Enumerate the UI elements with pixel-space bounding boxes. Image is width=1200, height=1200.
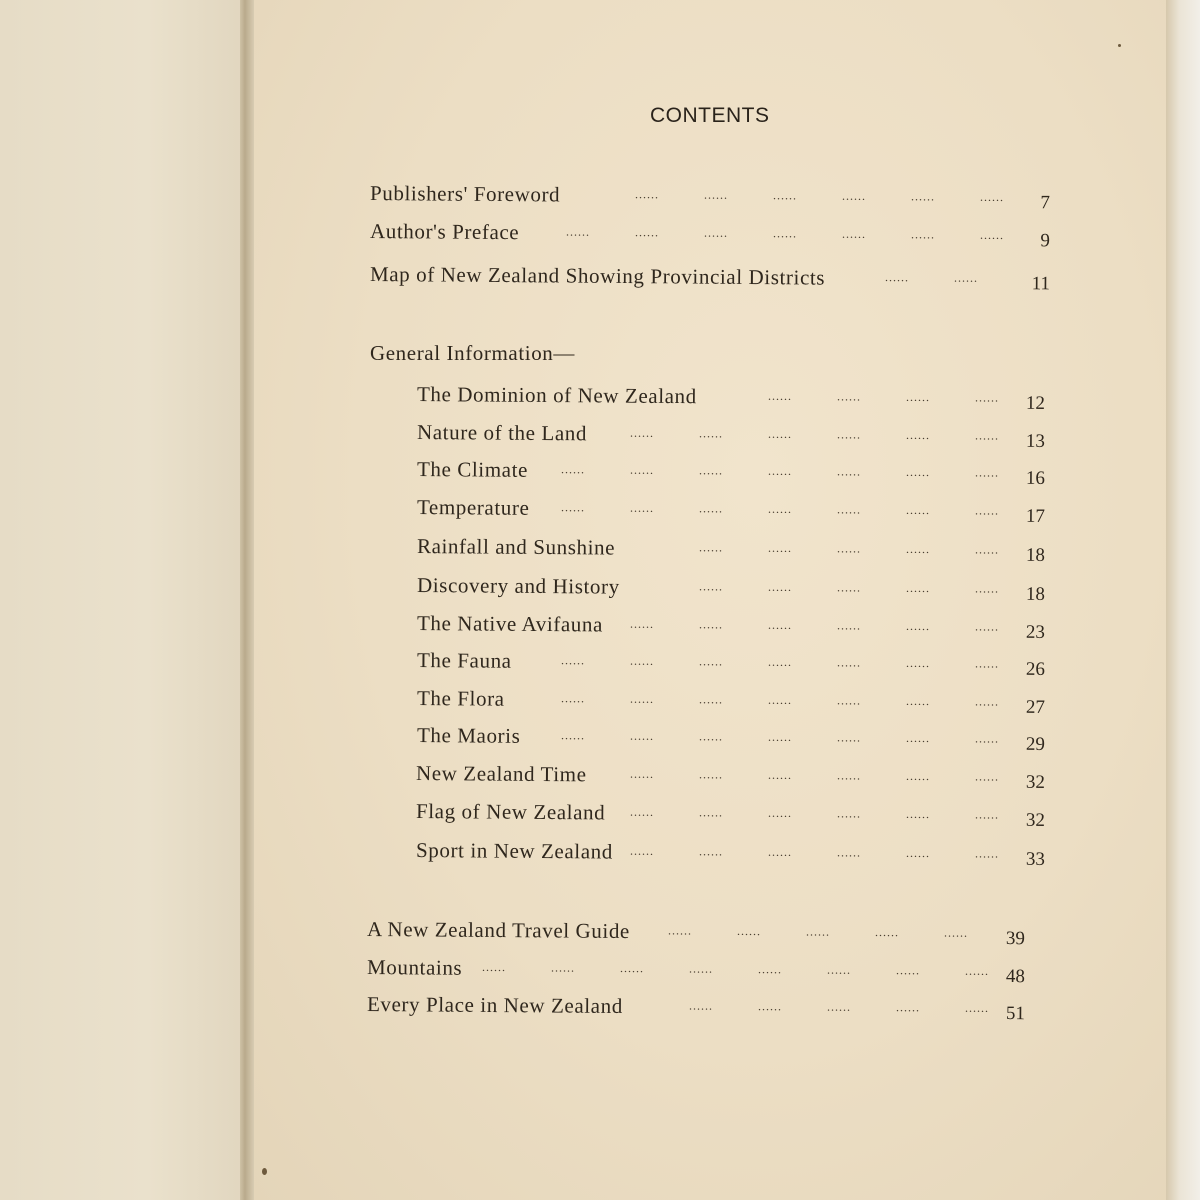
leader-dots: ...... (841, 188, 867, 203)
toc-entry-title: The Fauna (416, 648, 512, 673)
leader-dots: ...... (634, 225, 660, 240)
book-spine (240, 0, 254, 1200)
leader-dots: ...... (698, 805, 724, 820)
leader-dots: ...... (895, 1000, 921, 1015)
toc-entry-page: 13 (1025, 430, 1046, 452)
leader-dots: ...... (836, 730, 862, 745)
leader-dots: ...... (895, 963, 921, 978)
leader-dots: ...... (836, 464, 862, 479)
leader-dots: ...... (634, 187, 660, 202)
toc-entry-title: The Native Avifauna (416, 611, 604, 637)
leader-dots: ...... (905, 464, 931, 480)
toc-entry-title: Sport in New Zealand (415, 838, 613, 864)
toc-entry-title: Mountains (366, 955, 463, 980)
toc-entry-title: Nature of the Land (416, 420, 588, 446)
leader-dots: ...... (698, 579, 724, 594)
leader-dots: ...... (974, 619, 1000, 634)
leader-dots: ...... (836, 655, 862, 670)
leader-dots: ...... (629, 728, 655, 743)
leader-dots: ...... (629, 616, 655, 631)
toc-entry-page: 18 (1025, 544, 1046, 566)
leader-dots: ...... (836, 502, 862, 517)
leader-dots: ...... (905, 580, 931, 596)
leader-dots: ...... (629, 462, 655, 477)
leader-dots: ...... (703, 225, 729, 240)
leader-dots: ...... (836, 693, 862, 708)
toc-entry-page: 26 (1025, 658, 1046, 680)
leader-dots: ...... (703, 187, 729, 202)
leader-dots: ...... (698, 692, 724, 707)
leader-dots: ...... (905, 693, 931, 709)
toc-entry-title: Author's Preface (369, 219, 520, 245)
leader-dots: ...... (560, 691, 586, 706)
leader-dots: ...... (905, 618, 931, 634)
leader-dots: ...... (629, 653, 655, 668)
toc-entry-title: New Zealand Time (415, 761, 587, 787)
leader-dots: ...... (905, 768, 931, 784)
leader-dots: ...... (767, 617, 793, 632)
toc-entry-title: The Dominion of New Zealand (416, 382, 697, 409)
leader-dots: ...... (629, 425, 655, 440)
toc-entry-page: 32 (1025, 771, 1046, 793)
leader-dots: ...... (698, 844, 724, 859)
left-page (0, 0, 246, 1200)
leader-dots: ...... (979, 189, 1005, 204)
leader-dots: ...... (767, 540, 793, 555)
toc-entry-page: 33 (1025, 848, 1046, 870)
toc-entry-page: 39 (1005, 928, 1026, 950)
leader-dots: ...... (619, 960, 645, 976)
leader-dots: ...... (767, 767, 793, 782)
leader-dots: ...... (905, 845, 931, 861)
leader-dots: ...... (836, 580, 862, 595)
leader-dots: ...... (767, 844, 793, 859)
toc-entry-title: The Flora (416, 686, 505, 711)
toc-entry-page: 29 (1025, 733, 1046, 755)
leader-dots: ...... (698, 463, 724, 478)
toc-entry-page: 12 (1025, 392, 1046, 414)
toc-entry-title: Every Place in New Zealand (366, 992, 623, 1019)
leader-dots: ...... (943, 925, 969, 940)
toc-entry-page: 11 (1031, 273, 1051, 295)
toc-entry-title: Publishers' Foreword (369, 181, 561, 207)
toc-entry-title: Map of New Zealand Showing Provincial Districts (369, 262, 826, 290)
toc-entry-page: 7 (1040, 192, 1051, 214)
leader-dots: ...... (667, 923, 693, 938)
leader-dots: ...... (767, 579, 793, 594)
leader-dots: ...... (767, 463, 793, 478)
leader-dots: ...... (767, 426, 793, 441)
leader-dots: ...... (560, 728, 586, 743)
leader-dots: ...... (974, 807, 1000, 822)
toc-entry-title: The Maoris (416, 723, 521, 748)
leader-dots: ...... (979, 227, 1005, 242)
leader-dots: ...... (767, 388, 793, 403)
leader-dots: ...... (767, 805, 793, 820)
leader-dots: ...... (905, 655, 931, 671)
leader-dots: ...... (905, 541, 931, 557)
leader-dots: ...... (550, 960, 576, 975)
contents-heading: CONTENTS (650, 104, 770, 127)
leader-dots: ...... (953, 270, 979, 285)
toc-entry-page: 51 (1005, 1003, 1026, 1025)
leader-dots: ...... (836, 541, 862, 556)
toc-entry-page: 17 (1025, 505, 1046, 527)
leader-dots: ...... (767, 501, 793, 516)
toc-entry-page: 27 (1025, 696, 1046, 718)
leader-dots: ...... (836, 845, 862, 860)
leader-dots: ...... (481, 959, 507, 975)
leader-dots: ...... (905, 730, 931, 746)
leader-dots: ...... (964, 1000, 990, 1015)
toc-entry-title: Discovery and History (416, 573, 620, 599)
paper-speck (1118, 44, 1121, 47)
leader-dots: ...... (698, 767, 724, 782)
leader-dots: ...... (560, 653, 586, 668)
leader-dots: ...... (772, 226, 798, 241)
leader-dots: ...... (905, 806, 931, 822)
toc-entry-title: The Climate (416, 457, 529, 482)
leader-dots: ...... (772, 188, 798, 203)
leader-dots: ...... (910, 227, 936, 242)
toc-entry-title: A New Zealand Travel Guide (366, 917, 631, 944)
leader-dots: ...... (974, 731, 1000, 746)
leader-dots: ...... (698, 426, 724, 441)
leader-dots: ...... (565, 224, 591, 239)
leader-dots: ...... (836, 427, 862, 442)
leader-dots: ...... (874, 924, 900, 940)
leader-dots: ...... (910, 189, 936, 204)
toc-entry-title: Flag of New Zealand (415, 799, 606, 825)
leader-dots: ...... (836, 768, 862, 783)
toc-entry-page: 18 (1025, 583, 1046, 605)
leader-dots: ...... (974, 694, 1000, 709)
toc-entry-page: 16 (1025, 467, 1046, 489)
paper-speck (262, 1168, 267, 1175)
leader-dots: ...... (826, 999, 852, 1014)
leader-dots: ...... (629, 843, 655, 858)
leader-dots: ...... (974, 846, 1000, 861)
leader-dots: ...... (836, 806, 862, 821)
leader-dots: ...... (836, 618, 862, 633)
leader-dots: ...... (629, 691, 655, 706)
leader-dots: ...... (974, 769, 1000, 784)
leader-dots: ...... (736, 923, 762, 939)
leader-dots: ...... (905, 502, 931, 518)
toc-entry-page: 9 (1040, 230, 1051, 252)
toc-entry-page: 23 (1025, 621, 1046, 643)
leader-dots: ...... (964, 963, 990, 978)
leader-dots: ...... (698, 729, 724, 744)
leader-dots: ...... (905, 427, 931, 443)
leader-dots: ...... (698, 654, 724, 669)
leader-dots: ...... (767, 654, 793, 669)
leader-dots: ...... (974, 656, 1000, 671)
leader-dots: ...... (974, 542, 1000, 557)
leader-dots: ...... (698, 540, 724, 555)
leader-dots: ...... (974, 465, 1000, 480)
leader-dots: ...... (629, 766, 655, 781)
leader-dots: ...... (757, 962, 783, 977)
leader-dots: ...... (974, 581, 1000, 596)
toc-entry-title: Temperature (416, 495, 530, 520)
leader-dots: ...... (805, 924, 831, 939)
toc-entry-page: 32 (1025, 809, 1046, 831)
toc-entry-title: Rainfall and Sunshine (416, 534, 616, 560)
leader-dots: ...... (905, 389, 931, 405)
leader-dots: ...... (974, 503, 1000, 518)
leader-dots: ...... (688, 961, 714, 976)
section-heading-label: General Information— (370, 341, 576, 365)
leader-dots: ...... (884, 270, 910, 285)
leader-dots: ...... (974, 428, 1000, 443)
leader-dots: ...... (688, 998, 714, 1013)
leader-dots: ...... (841, 226, 867, 241)
page-edge (1166, 0, 1200, 1200)
leader-dots: ...... (629, 804, 655, 819)
leader-dots: ...... (826, 962, 852, 977)
leader-dots: ...... (767, 729, 793, 744)
leader-dots: ...... (767, 692, 793, 707)
toc-entry-page: 48 (1005, 966, 1026, 988)
leader-dots: ...... (560, 462, 586, 477)
leader-dots: ...... (629, 500, 655, 515)
leader-dots: ...... (698, 501, 724, 516)
leader-dots: ...... (698, 617, 724, 632)
leader-dots: ...... (757, 999, 783, 1014)
leader-dots: ...... (836, 389, 862, 404)
leader-dots: ...... (560, 500, 586, 515)
leader-dots: ...... (974, 390, 1000, 405)
